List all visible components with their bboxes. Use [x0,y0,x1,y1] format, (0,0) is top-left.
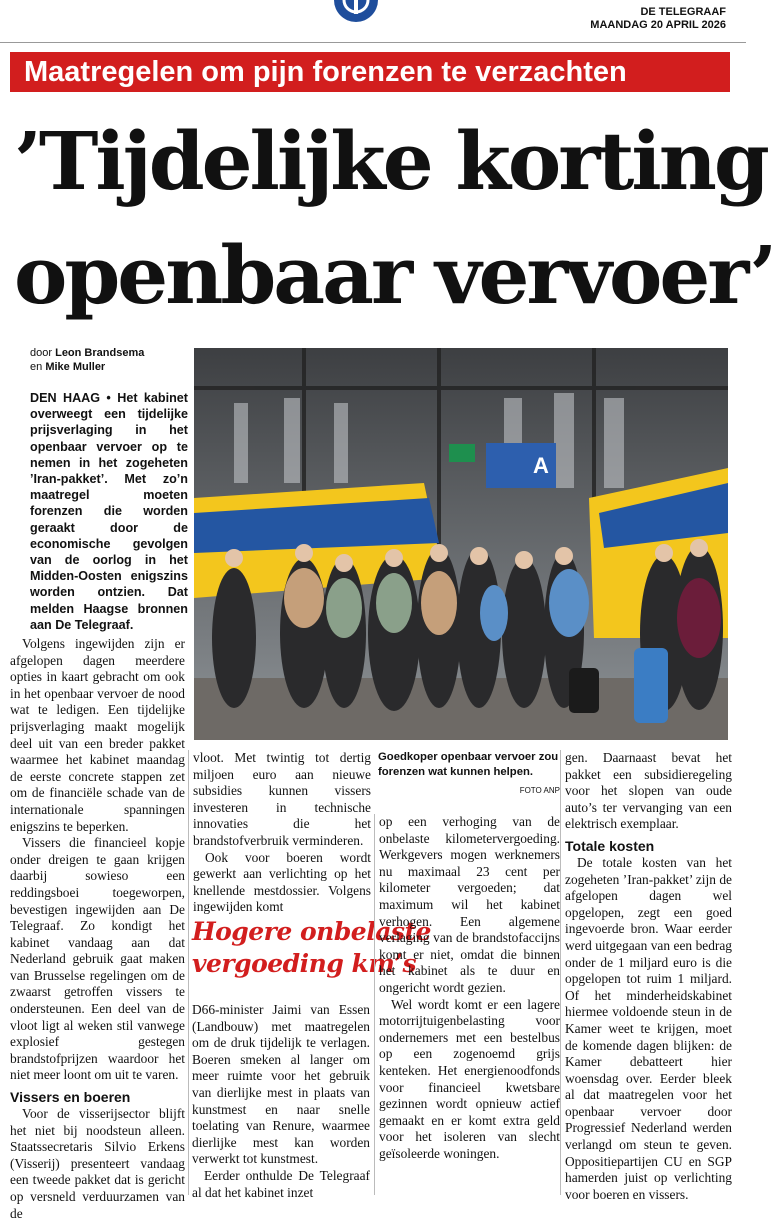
column-3-paragraph-2: Wel wordt komt er een lagere motorrijtuigenbelasting voor ondernemers met een bestelbus op een zogenoemd grijs kenteken. Het energienoodfonds voor financieel kwetsbare gezinnen wordt opnieuw actief gemaakt en er komt extra geld voor het isoleren van slecht geïsoleerde woningen. [379,996,560,1161]
top-rule [0,42,746,43]
headline-line-2: openbaar vervoer’ [14,228,774,322]
column-2-paragraph-3: D66-minister Jaimi van Essen (Landbouw) met maatregelen om de druk tijdelijk te verlagen. Boeren smeken al langer om meer ruimte voor het gebruik van dierlijke mest in plaats van kunstmest en naar snelle toelating van Renure, waarmee dierlijke mest kan worden verwerkt tot kunstmest. [192,1002,370,1167]
masthead [520,6,726,32]
photo-caption-text: Goedkoper openbaar vervoer zou forenzen wat kunnen helpen. [378,751,559,778]
column-2-paragraph-2: Ook voor boeren wordt gewerkt aan verlichting op het knellende mestdossier. Volgens ingewijden komt [193,849,371,915]
byline-prefix-1: door [30,347,53,359]
kicker-banner: Maatregelen om pijn forenzen te verzachten [10,52,730,92]
column-4-paragraph-2: De totale kosten van het zogeheten ’Iran-pakket’ zijn de afgelopen dagen wel opgelopen, zegt een goed ingevoerde bron. Waar eerder werd uitgegaan van een bedrag onder de 1 miljard euro is die opgelopen tot ruim 1 miljard. Of het minderheidskabinet hiermee voldoende steun in de Kamer weet te krijgen, moet de komende dagen blijken: de Kamer debatteert hier woensdag over. Eerder bleek al dat maatregelen voor het openbaar vervoer door Progressief Nederland werden verlangd om steun te geven. Oppositiepartijen CU en SGP hamerden juist op verlichting voor boeren en vissers. [565,854,732,1202]
platform-sign-letter: A [533,453,549,478]
byline-prefix-2: en [30,361,43,373]
photo-caption [378,750,560,798]
byline-author-2: Mike Muller [45,361,106,373]
news-photo [194,348,728,740]
byline-author-1: Leon Brandsema [55,347,145,359]
column-2-paragraph-1: vloot. Met twintig tot dertig miljoen euro aan nieuwe subsidies kunnen vissers investeren in technische innovaties die het brandstofverbruik verminderen. [193,750,371,848]
column-3 [374,814,560,1195]
photo-credit: FOTO ANP [519,786,560,795]
column-1 [10,636,185,1222]
masthead-name: DE TELEGRAAF [640,6,726,18]
headline-line-1: ’Tijdelijke korting [14,114,767,208]
column-1-paragraph-3: Voor de visserijsector blijft het niet bij noodsteun alleen. Staatssecretaris Silvio Erkens (Visserij) presenteert vandaag een tweede pakket dat is gericht op versneld verduurzamen van de [10,1106,185,1221]
subheading-vissers: Vissers en boeren [10,1089,131,1106]
headline [14,104,774,332]
column-3-paragraph-1: op een verhoging van de onbelaste kilometervergoeding. Werkgevers mogen werknemers nu maximaal 23 cent per kilometer vergoeden; dat maximum wil het kabinet verhogen. Een algemene verlaging van de brandstofaccijns komt er niet, omdat die binnen het kabinet als te duur en ongericht wordt gezien. [379,814,560,995]
column-1-paragraph-2: Vissers die financieel kopje onder dreigen te gaan krijgen daarbij sowieso een reddingsboei toegeworpen, bevestigen ingewijden aan De Telegraaf. Zo kondigt het kabinet vandaag aan dat Nederland gebruik gaat maken van Brusselse regelingen om de zwaarst getroffen vissers te ondersteunen. Een deel van de vloot ligt al weken stil vanwege explosief gestegen brandstofprijzen waardoor het niet meer loont om uit te varen. [10,835,185,1083]
column-4 [560,750,732,1202]
interheading: Hogere onbelaste vergoeding km’s [192,917,431,978]
subheading-totale-kosten: Totale kosten [565,837,655,854]
lead-paragraph: DEN HAAG • Het kabinet overweegt een tijdelijke prijsverlaging in het openbaar vervoer op te nemen in het zogeheten ’Iran-pakket’. Met zo’n maatregel moeten forenzen die worden geraakt door de economische gevolgen van de oorlog in het Midden-Oosten enigszins worden ontzien. Dat melden Haagse bronnen aan De Telegraaf. [30,391,188,632]
column-2-paragraph-4: Eerder onthulde De Telegraaf al dat het kabinet inzet [192,1167,370,1200]
newspaper-logo [332,0,380,40]
byline [30,346,190,374]
column-2-continued [192,1002,370,1201]
column-4-paragraph-1: gen. Daarnaast bevat het pakket een subsidieregeling voor het slopen van oude auto’s ter vervanging van een elektrisch exemplaar. [565,750,732,832]
column-1-paragraph-1: Volgens ingewijden zijn er afgelopen dagen meerdere opties in kaart gebracht om ook in het openbaar vervoer de nood wat te ledigen. Een tijdelijke prijsverlaging maakt mogelijk deel uit van een breder pakket waarmee het kabinet maandag de eerste concrete stappen zet om de financiële schade van de internationale spanningen enigszins te beperken. [10,636,185,834]
masthead-date: MAANDAG 20 APRIL 2026 [590,19,726,31]
